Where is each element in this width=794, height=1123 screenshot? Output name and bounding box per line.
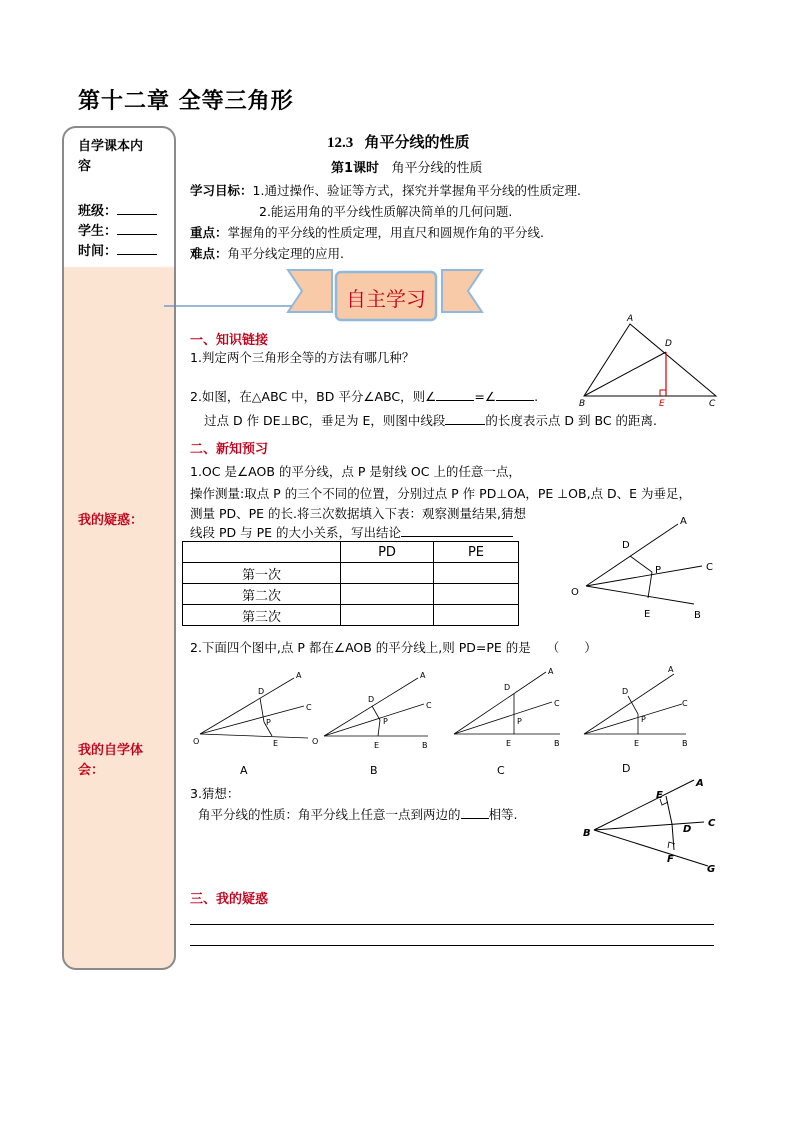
option-diagram-d	[584, 665, 688, 748]
key-text: 掌握角的平分线的性质定理，用直尺和圆规作角的平分线.	[227, 225, 544, 240]
label-e: E	[634, 739, 640, 748]
label-c: C	[709, 399, 716, 409]
label-c: C	[306, 703, 312, 712]
student-blank[interactable]	[117, 221, 157, 235]
goal-2: 2.能运用角的平分线性质解决简单的几何问题.	[259, 204, 513, 219]
label-o2: O	[312, 737, 319, 746]
period-heading	[331, 159, 482, 178]
q2-part3: .	[534, 389, 539, 404]
segment-pd	[630, 556, 652, 572]
banner-left-tail	[288, 270, 332, 312]
label-p: P	[517, 717, 522, 726]
table-cell-pe[interactable]	[434, 584, 519, 605]
student-field	[78, 221, 157, 242]
label-g: G	[707, 864, 716, 875]
label-d: D	[622, 540, 630, 551]
key-point	[190, 223, 544, 242]
label-d: D	[665, 339, 672, 349]
option-caption-d: D	[622, 762, 631, 775]
label-p: P	[641, 715, 646, 724]
label-d: D	[504, 683, 511, 692]
label-o: O	[193, 737, 200, 746]
s2-line3: 测量 PD、PE 的长.将三次数据填入下表：观察测量结果,猜想	[190, 506, 526, 521]
class-label: 班级：	[78, 204, 118, 219]
q2-line2-part1: 过点 D 作 DE⊥BC，垂足为 E，则图中线段	[204, 413, 446, 428]
period-number: 第1课时	[331, 161, 380, 176]
option-diagram-a	[193, 671, 318, 748]
q2-blank-2[interactable]	[496, 387, 534, 401]
label-b: B	[422, 741, 428, 750]
label-e: E	[374, 741, 380, 750]
option-caption-a: A	[240, 764, 248, 776]
triangle-figure	[576, 312, 726, 410]
section2-heading: 二、新知预习	[190, 442, 269, 457]
right-angle-mark-icon	[660, 390, 666, 396]
ray-oc	[586, 566, 702, 586]
goal-1: 1.通过操作、验证等方式，探究并掌握角平分线的性质定理.	[252, 183, 581, 198]
goals-label: 学习目标：	[190, 183, 253, 198]
banner-right-tail	[442, 270, 482, 312]
label-p: P	[383, 717, 388, 726]
table-cell-pd[interactable]	[341, 605, 434, 626]
label-d: D	[368, 695, 375, 704]
label-a: A	[668, 665, 674, 674]
label-b: B	[554, 739, 560, 748]
label-e: E	[273, 739, 279, 748]
q2-part1: 2.如图，在△ABC 中，BD 平分∠ABC，则∠	[190, 389, 437, 404]
s2-q2-text: 2.下面四个图中,点 P 都在∠AOB 的平分线上,则 PD=PE 的是	[190, 640, 531, 655]
label-b: B	[579, 399, 586, 409]
table-cell-pe[interactable]	[434, 563, 519, 584]
label-d: D	[622, 687, 629, 696]
sidebar-title-line2: 容	[78, 159, 92, 174]
ray-bg	[594, 830, 708, 866]
label-a: A	[627, 314, 634, 324]
q2-line2-part2: 的长度表示点 D 到 BC 的距离.	[485, 413, 657, 428]
table-row-label: 第三次	[183, 605, 341, 626]
option-caption-b: B	[370, 764, 378, 776]
q3-blank[interactable]	[461, 805, 489, 819]
label-e: E	[659, 399, 665, 409]
label-o: O	[571, 587, 579, 598]
label-e: E	[506, 739, 512, 748]
section3-heading: 三、我的疑惑	[190, 892, 269, 907]
section1-heading: 一、知识链接	[190, 333, 269, 348]
angle-bisector-figure	[566, 510, 726, 622]
difficulty	[190, 244, 344, 263]
segment-de	[666, 796, 672, 824]
goal-line-1	[190, 181, 581, 200]
segment-df	[672, 824, 674, 850]
q2-part2: =∠	[474, 389, 497, 404]
my-doubt-label: 我的疑惑：	[78, 513, 144, 528]
label-d: D	[258, 687, 265, 696]
option-caption-c: C	[497, 764, 505, 776]
option-diagram-b	[324, 671, 432, 750]
s2-q3-label: 3.猜想：	[190, 786, 240, 801]
banner-label: 自主学习	[346, 287, 426, 311]
section-title: 角平分线的性质	[364, 135, 470, 151]
s2-line1: 1.OC 是∠AOB 的平分线，点 P 是射线 OC 上的任意一点，	[190, 464, 521, 479]
q3-part1: 角平分线的性质：角平分线上任意一点到两边的	[198, 807, 461, 822]
difficulty-text: 角平分线定理的应用.	[227, 246, 344, 261]
table-header-pe: PE	[434, 542, 519, 563]
label-b: B	[682, 739, 688, 748]
table-cell-pe[interactable]	[434, 605, 519, 626]
bisector-bd	[584, 352, 666, 396]
sidebar-title-line1: 自学课本内	[78, 139, 144, 154]
measurement-table	[182, 541, 519, 626]
q2-line1	[190, 387, 538, 406]
class-blank[interactable]	[117, 201, 157, 215]
table-header-pd: PD	[341, 542, 434, 563]
my-experience-line2: 会：	[78, 763, 105, 778]
label-b: B	[694, 610, 701, 621]
segment-pe	[648, 572, 652, 598]
student-label: 学生：	[78, 224, 118, 239]
time-label: 时间：	[78, 244, 118, 259]
label-p: P	[655, 565, 662, 576]
table-row	[183, 563, 519, 584]
answer-paren[interactable]: （ ）	[546, 640, 597, 655]
label-a: A	[548, 667, 554, 676]
time-field	[78, 241, 157, 262]
difficulty-label: 难点：	[190, 246, 228, 261]
conclusion-blank[interactable]	[401, 523, 513, 537]
label-b: B	[583, 828, 591, 839]
section-number: 12.3	[327, 135, 354, 151]
q2-blank-1[interactable]	[436, 387, 474, 401]
table-row	[183, 584, 519, 605]
table-row	[183, 605, 519, 626]
label-e: E	[656, 790, 663, 801]
time-blank[interactable]	[117, 241, 157, 255]
ray-ob	[586, 586, 694, 604]
s2-q3-text	[198, 805, 518, 824]
ray-ba	[594, 780, 694, 830]
label-f: F	[667, 854, 674, 865]
period-title: 角平分线的性质	[391, 161, 483, 176]
q3-part2: 相等.	[488, 807, 518, 822]
label-a: A	[420, 671, 426, 680]
answer-line-2[interactable]	[190, 945, 714, 946]
bisector-property-figure	[580, 774, 730, 876]
table-header-row	[183, 542, 519, 563]
key-label: 重点：	[190, 225, 228, 240]
table-row-label: 第二次	[183, 584, 341, 605]
s2-line4-text: 线段 PD 与 PE 的大小关系，写出结论	[190, 525, 401, 540]
ray-oa	[586, 524, 678, 586]
label-a: A	[680, 516, 687, 527]
q1-text: 1.判定两个三角形全等的方法有哪几种？	[190, 350, 415, 365]
chapter-title: 第十二章 全等三角形	[78, 89, 294, 114]
label-a: A	[696, 778, 704, 789]
class-field	[78, 201, 157, 222]
s2-q2	[190, 638, 597, 657]
label-c: C	[682, 699, 688, 708]
label-e: E	[644, 609, 651, 620]
four-option-diagrams	[192, 664, 732, 776]
answer-line-1[interactable]	[190, 924, 714, 925]
s2-line2: 操作测量:取点 P 的三个不同的位置，分别过点 P 作 PD⊥OA，PE ⊥OB,点 D、E 为垂足，	[190, 486, 692, 501]
label-a: A	[296, 671, 302, 680]
section-heading	[327, 131, 470, 152]
table-header-empty	[183, 542, 341, 563]
q2-blank-3[interactable]	[445, 411, 485, 425]
label-c: C	[426, 701, 432, 710]
q2-line2	[204, 411, 657, 430]
option-diagram-c	[454, 667, 560, 748]
label-c: C	[708, 818, 716, 829]
label-d: D	[683, 824, 692, 835]
table-cell-pd[interactable]	[341, 584, 434, 605]
s2-line4	[190, 523, 513, 542]
label-p: P	[266, 718, 271, 727]
my-experience-line1: 我的自学体	[78, 743, 144, 758]
table-cell-pd[interactable]	[341, 563, 434, 584]
table-row-label: 第一次	[183, 563, 341, 584]
label-c: C	[706, 562, 713, 573]
label-c: C	[554, 699, 560, 708]
self-study-banner	[160, 264, 490, 326]
